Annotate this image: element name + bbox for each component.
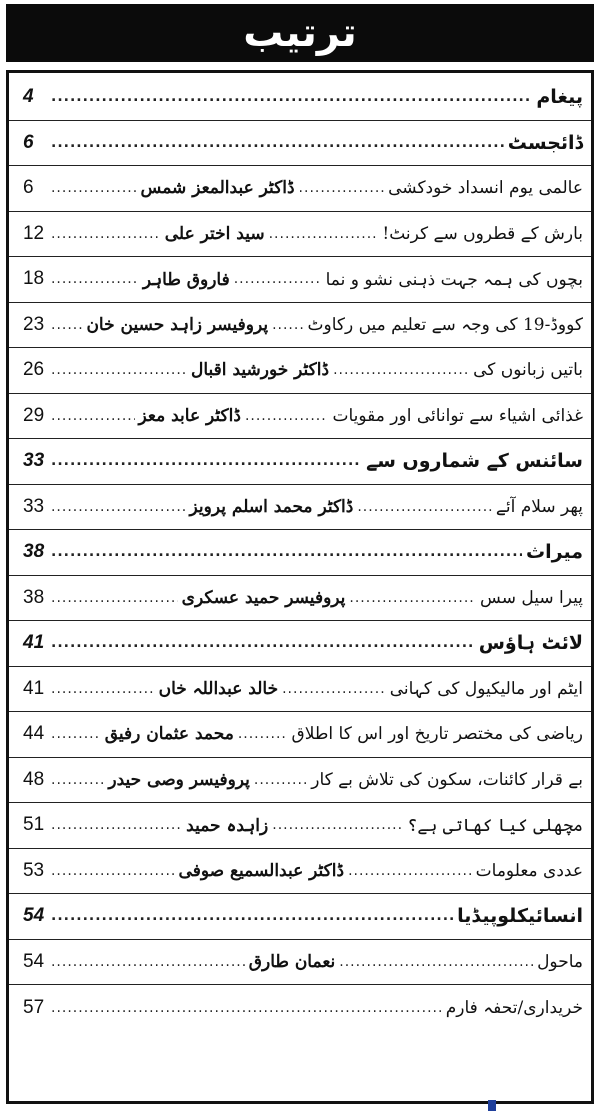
toc-title: ترتیب: [243, 10, 357, 56]
leader-dots: [254, 772, 307, 788]
toc-list: [9, 75, 591, 1031]
leader-dots: [51, 408, 135, 424]
article-author: پروفیسر وصی حیدر: [108, 769, 250, 790]
leader-dots: [238, 726, 288, 742]
article-title: ایٹم اور مالیکیول کی کہانی: [389, 679, 583, 700]
toc-entry-row: [9, 166, 591, 212]
toc-entry-row: [9, 348, 591, 394]
page-number: 23: [23, 313, 45, 335]
leader-dots: [51, 635, 475, 651]
page-number: 48: [23, 768, 45, 790]
article-title: پیرا سیل سس: [480, 587, 583, 608]
leader-dots: [51, 590, 178, 606]
toc-frame: [6, 70, 594, 1104]
leader-dots: [51, 544, 522, 560]
toc-entry-row: [9, 712, 591, 758]
page-number: 26: [22, 359, 45, 381]
article-title: بے قرار کائنات، سکون کی تلاش بے کار: [311, 770, 583, 791]
page-number: 51: [23, 814, 45, 836]
article-author: ڈاکٹر محمد اسلم پرویز: [189, 496, 354, 517]
page-number: 4: [23, 86, 34, 108]
leader-dots: [51, 453, 362, 469]
toc-entry-row: [9, 985, 591, 1031]
article-title: عالمی یوم انسداد خودکشی: [388, 178, 583, 199]
article-title: پھر سلام آئے: [495, 497, 583, 518]
toc-entry-row: [9, 849, 591, 895]
article-title: عددی معلومات: [475, 860, 583, 881]
leader-dots: [51, 271, 139, 287]
article-title: بچوں کی ہمہ جہت ذہنی نشو و نما: [325, 269, 583, 290]
toc-entry-row: [9, 758, 591, 804]
leader-dots: [272, 817, 403, 833]
toc-entry-row: [9, 257, 591, 303]
article-author: سید اختر علی: [164, 223, 265, 244]
footer-mark: [488, 1100, 496, 1111]
leader-dots: [272, 317, 303, 333]
leader-dots: [51, 135, 504, 151]
leader-dots: [51, 772, 104, 788]
page-number: 53: [22, 859, 45, 881]
leader-dots: [333, 362, 469, 378]
leader-dots: [51, 317, 82, 333]
section-title: سائنس کے شماروں سے: [366, 450, 583, 473]
article-title: ریاضی کی مختصر تاریخ اور اس کا اطلاق: [291, 724, 583, 745]
page-number: 54: [23, 905, 45, 927]
page-number: 6: [22, 177, 34, 199]
leader-dots: [51, 89, 532, 105]
article-author: نعمان طارق: [248, 951, 336, 972]
toc-section-row: [9, 75, 591, 121]
toc-section-row: [9, 530, 591, 576]
article-title: غذائی اشیاء سے توانائی اور مقویات: [332, 406, 583, 427]
leader-dots: [339, 954, 533, 970]
article-author: خالد عبداللہ خاں: [158, 679, 279, 700]
article-title: ماحول: [537, 951, 583, 972]
page-number: 29: [23, 404, 45, 426]
article-title: کووڈ-19 کی وجہ سے تعلیم میں رکاوٹ: [307, 315, 583, 336]
section-title: ڈائجسٹ: [507, 131, 583, 154]
leader-dots: [349, 590, 476, 606]
article-title: خریداری/تحفہ فارم: [445, 998, 583, 1019]
article-author: پروفیسر حمید عسکری: [181, 587, 346, 608]
article-author: محمد عثمان رفیق: [104, 724, 234, 745]
toc-entry-row: [9, 803, 591, 849]
leader-dots: [269, 226, 379, 242]
page-number: 38: [23, 541, 45, 563]
toc-section-row: [9, 121, 591, 167]
article-author: ڈاکٹر عبدالسمیع صوفی: [178, 860, 345, 881]
article-title: باتیں زبانوں کی: [473, 360, 583, 381]
page-number: 38: [23, 586, 45, 608]
toc-entry-row: [9, 576, 591, 622]
page-number: 6: [23, 131, 34, 153]
section-title: پیغام: [536, 86, 583, 109]
leader-dots: [51, 1000, 442, 1016]
leader-dots: [51, 954, 245, 970]
leader-dots: [348, 863, 472, 879]
article-author: ڈاکٹر عبدالمعز شمس: [140, 178, 295, 199]
toc-entry-row: [9, 212, 591, 258]
toc-section-row: [9, 439, 591, 485]
section-title: لائٹ ہاؤس: [478, 632, 583, 655]
leader-dots: [51, 817, 182, 833]
leader-dots: [51, 362, 187, 378]
article-title: مچھلی کیا کھاتی ہے؟: [407, 815, 583, 836]
article-author: پروفیسر زاہد حسین خان: [86, 315, 269, 336]
toc-entry-row: [9, 940, 591, 986]
page-number: 57: [23, 996, 45, 1018]
leader-dots: [245, 408, 329, 424]
article-author: زاہدہ حمید: [186, 815, 269, 836]
article-title: بارش کے قطروں سے کرنٹ!: [382, 224, 583, 245]
toc-header: [6, 4, 594, 62]
leader-dots: [234, 271, 322, 287]
leader-dots: [51, 180, 137, 196]
page-number: 41: [23, 632, 45, 654]
leader-dots: [51, 681, 155, 697]
toc-entry-row: [9, 485, 591, 531]
section-title: انسائیکلوپیڈیا: [457, 905, 583, 928]
article-author: فاروق طاہر: [142, 269, 230, 290]
leader-dots: [299, 180, 385, 196]
toc-entry-row: [9, 667, 591, 713]
leader-dots: [51, 726, 101, 742]
leader-dots: [51, 908, 453, 924]
toc-section-row: [9, 894, 591, 940]
page-number: 41: [23, 677, 45, 699]
page-number: 54: [22, 950, 45, 972]
page-number: 33: [22, 495, 45, 517]
toc-entry-row: [9, 394, 591, 440]
leader-dots: [51, 499, 186, 515]
page-number: 44: [23, 723, 45, 745]
page-number: 18: [22, 268, 45, 290]
toc-section-row: [9, 621, 591, 667]
article-author: ڈاکٹر خورشید اقبال: [191, 360, 330, 381]
leader-dots: [51, 863, 175, 879]
page-number: 33: [23, 450, 45, 472]
toc-entry-row: [9, 303, 591, 349]
section-title: میراث: [526, 541, 583, 564]
leader-dots: [51, 226, 161, 242]
leader-dots: [357, 499, 492, 515]
page-number: 12: [22, 222, 45, 244]
article-author: ڈاکٹر عابد معز: [138, 405, 241, 426]
leader-dots: [282, 681, 386, 697]
